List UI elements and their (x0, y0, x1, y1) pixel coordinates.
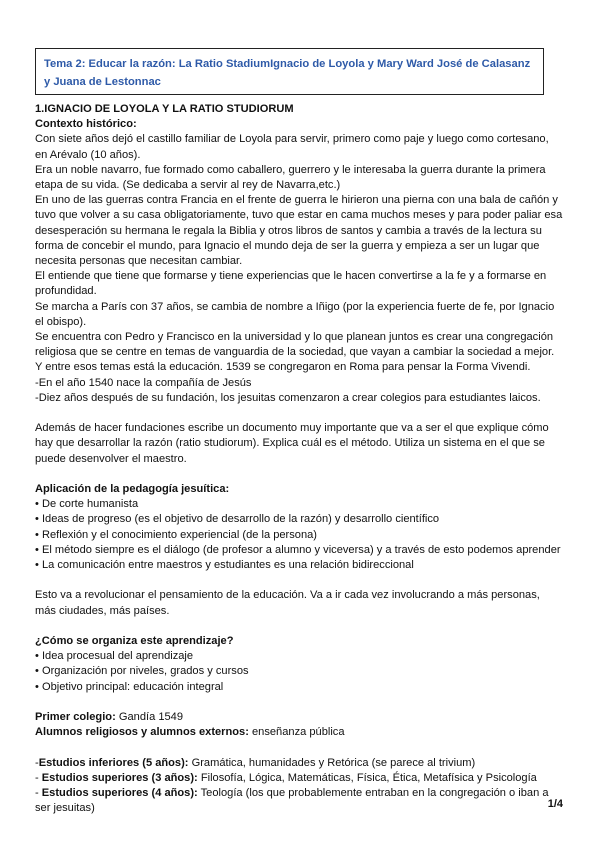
pedagogy-closing: Esto va a revolucionar el pensamiento de la educación. Va a ir cada vez involucrando a más personas, más ciudades, más países. (35, 589, 540, 617)
paragraph: En uno de las guerras contra Francia en el frente de guerra le hirieron una pierna con una bala de cañón y tuvo que volver a su casa obligatoriamente, tuvo que estar en cama muchos meses y para poder paliar esa desesperación su hermana le regala la Biblia y otros libros de santos y cambia a través de la lectura su forma de concebir el mundo, para Ignacio el mundo deja de ser la guerra y empieza a ser un lugar que necesita personas que necesitan cambiar. (35, 194, 563, 268)
first-school-line (35, 710, 563, 725)
studies-prefix: - (35, 756, 39, 769)
studies-line (35, 756, 563, 771)
studies-text: Teología (los que probablemente entraban en la congregación o iban a ser jesuitas) (35, 787, 549, 815)
list-item: • Objetivo principal: educación integral (35, 680, 224, 693)
students-value: enseñanza pública (248, 726, 345, 739)
first-school-label: Primer colegio: (35, 711, 116, 724)
paragraph: El entiende que tiene que formarse y tiene experiencias que le hacen convertirse a la fe y a formarse en profundidad. (35, 270, 547, 298)
first-school-value: Gandía 1549 (115, 711, 183, 724)
list-item: • Organización por niveles, grados y cursos (35, 665, 249, 678)
studies-label: Estudios inferiores (5 años): (38, 756, 189, 769)
students-line (35, 725, 563, 740)
paragraph: Se marcha a París con 37 años, se cambia de nombre a Iñigo (por la experiencia fuerte de fe, por Ignacio el obispo). (35, 300, 555, 328)
list-item: • Ideas de progreso (es el objetivo de desarrollo de la razón) y desarrollo científico (35, 513, 440, 526)
list-item: • El método siempre es el diálogo (de profesor a alumno y viceversa) y a través de esto podemos aprender (35, 543, 561, 556)
paragraph: -En el año 1540 nace la compañía de Jesús (35, 376, 252, 389)
pedagogy-heading: Aplicación de la pedagogía jesuítica: (35, 483, 230, 496)
list-item: • Reflexión y el conocimiento experiencial (de la persona) (35, 528, 317, 541)
studies-line (35, 786, 563, 816)
paragraph: Era un noble navarro, fue formado como caballero, guerrero y le interesaba la guerra durante la primera etapa de su vida. (Se dedicaba a servir al rey de Navarra,etc.) (35, 163, 546, 192)
paragraph: -Diez años después de su fundación, los jesuitas comenzaron a crear colegios para estudiantes laicos. (35, 391, 541, 404)
studies-text: Filosofía, Lógica, Matemáticas, Física, Ética, Metafísica y Psicología (197, 771, 537, 784)
studies-label: Estudios superiores (4 años): (41, 787, 198, 800)
document-body (35, 102, 563, 816)
studies-prefix: - (35, 771, 42, 784)
page-number: 1/4 (547, 798, 563, 810)
studies-text: Gramática, humanidades y Retórica (se parece al trivium) (188, 756, 476, 769)
studies-prefix: - (35, 787, 42, 800)
list-item: • La comunicación entre maestros y estudiantes es una relación bidireccional (35, 559, 414, 572)
method-paragraph: Además de hacer fundaciones escribe un documento muy importante que va a ser el que explique cómo hay que desarrollar la razón (ratio studiorum). Explica cuál es el método. Utiliza un sistema en el que se puede desenvolver el maestro. (35, 422, 549, 465)
section-heading: 1.IGNACIO DE LOYOLA Y LA RATIO STUDIORUM (35, 103, 294, 115)
students-label: Alumnos religiosos y alumnos externos: (35, 726, 249, 739)
list-item: • De corte humanista (35, 498, 139, 511)
document-title: Tema 2: Educar la razón: La Ratio StadiumIgnacio de Loyola y Mary Ward José de Calasanz y Juana de Lestonnac (44, 58, 531, 88)
organization-heading: ¿Cómo se organiza este aprendizaje? (35, 635, 234, 648)
context-heading: Contexto histórico: (35, 118, 137, 131)
list-item: • Idea procesual del aprendizaje (35, 650, 194, 663)
title-box (35, 48, 544, 95)
paragraph: Se encuentra con Pedro y Francisco en la universidad y lo que planean juntos es crear una congregación religiosa que se centre en temas de vanguardia de la sociedad, que vayan a cambiar la sociedad a mejor. Y entre esos temas está la educación. 1539 se congregaron en Roma para pensar la Forma Vivendi. (35, 331, 555, 374)
studies-line (35, 771, 563, 786)
studies-label: Estudios superiores (3 años): (41, 771, 198, 784)
paragraph: Con siete años dejó el castillo familiar de Loyola para servir, primero como paje y luego como cortesano, en Arévalo (10 años). (35, 133, 549, 161)
